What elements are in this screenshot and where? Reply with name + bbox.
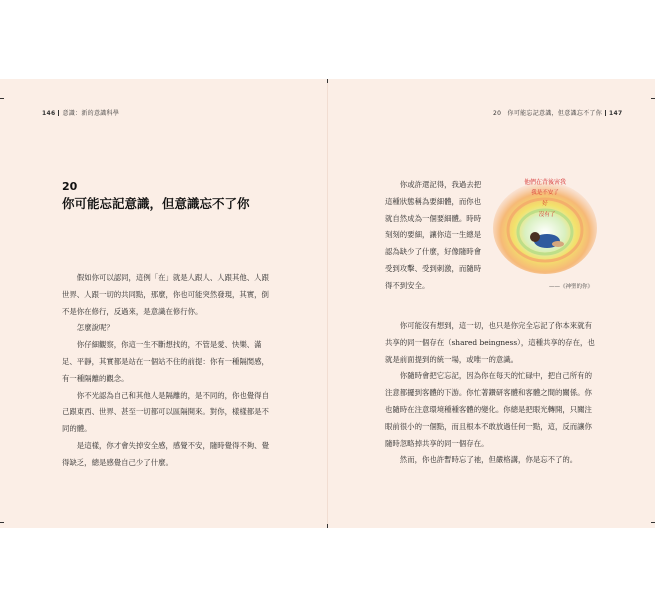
paragraph: 是這樣，你才會失掉安全感，感覺不安，隨時覺得不夠、覺得缺乏，總是感覺自己少了什麼。 [62,440,269,467]
right-chapter-ref: 20 你可能忘記意識，但意識忘不了你 [493,110,603,117]
paragraph: 然而，你也許暫時忘了祂，但嚴格講，你是忘不了的。 [399,455,578,465]
paragraph: 你仔細觀察，你這一生不斷想找的，不管是愛、快樂、滿足、平靜，其實都是站在一個站不住的前提：你有一種隔閡感，有一種隔離的觀念。 [62,340,269,383]
header-divider [605,110,606,116]
left-page-number: 146 [42,110,56,117]
right-body-text [385,318,598,469]
crop-mark-bottom-center [327,524,328,528]
crop-mark-top-center [327,79,328,83]
left-book-title: 意識：新的意識科學 [62,110,120,117]
illustration-text: 沒有了 [538,212,556,218]
crop-mark-left-bottom [0,522,4,523]
crop-mark-right-top [651,98,655,99]
chapter-title: 你可能忘記意識，但意識忘不了你 [62,196,250,211]
illustration-caption: ——《神聖的你》 [549,284,594,290]
right-running-header [493,108,622,117]
illustration-text: 他們在背後害我 [523,179,567,186]
right-top-text [385,177,485,295]
left-body-text [62,270,273,472]
figure-feet [552,241,564,247]
paragraph: 你或許還記得，我過去把這種狀態稱為要細體，而你也就自然成為一個要細體。時時刻刻的要細，讓你這一生總是認為缺少了什麼，好像隨時會受到攻擊、受到刺激，而隨時得不到安全。 [385,180,482,290]
paragraph: 假如你可以認同，這例「在」就是人跟人、人跟其他、人跟世界、人跟一切的共同點，那麼，你也可能突然發現，其實，倒不是你在修行，反過來，是意識在修行你。 [62,273,269,316]
paragraph: 你隨時會把它忘記，因為你在每天的忙碌中，把自己所有的注意都擺到客體的下游。你忙著鑽研客體和客體之間的關係。你也隨時在注意環境種種客體的變化。你總是把眼光轉開，只關注眼前很小的一個點，而且根本不敢放過任何一點，這，反而讓你隨時忽略掉共享的同一個存在。 [385,371,592,448]
chapter-number: 20 [62,180,78,193]
paragraph: 怎麼說呢？ [76,323,114,333]
illustration-text: 好 [542,201,548,207]
illustration-text: 我是不安了 [531,190,559,196]
crop-mark-left-top [0,98,4,99]
meditation-illustration [492,175,598,275]
crop-mark-right-bottom [651,522,655,523]
figure-head [530,232,540,242]
paragraph: 你可能沒有想到，這一切，也只是你完全忘記了你本來就有共享的同一個存在（shared beingness），這種共享的存在，也就是前面提到的統一場，或唯一的意識。 [385,321,595,364]
paragraph: 你不光認為自己和其他人是隔離的，是不同的，你也覺得自己跟東西、世界、甚至一切都可以區隔開來。對你，樣樣都是不同的體。 [62,390,269,434]
right-page-number: 147 [609,110,623,117]
left-running-header [42,108,119,117]
header-divider [58,110,59,116]
